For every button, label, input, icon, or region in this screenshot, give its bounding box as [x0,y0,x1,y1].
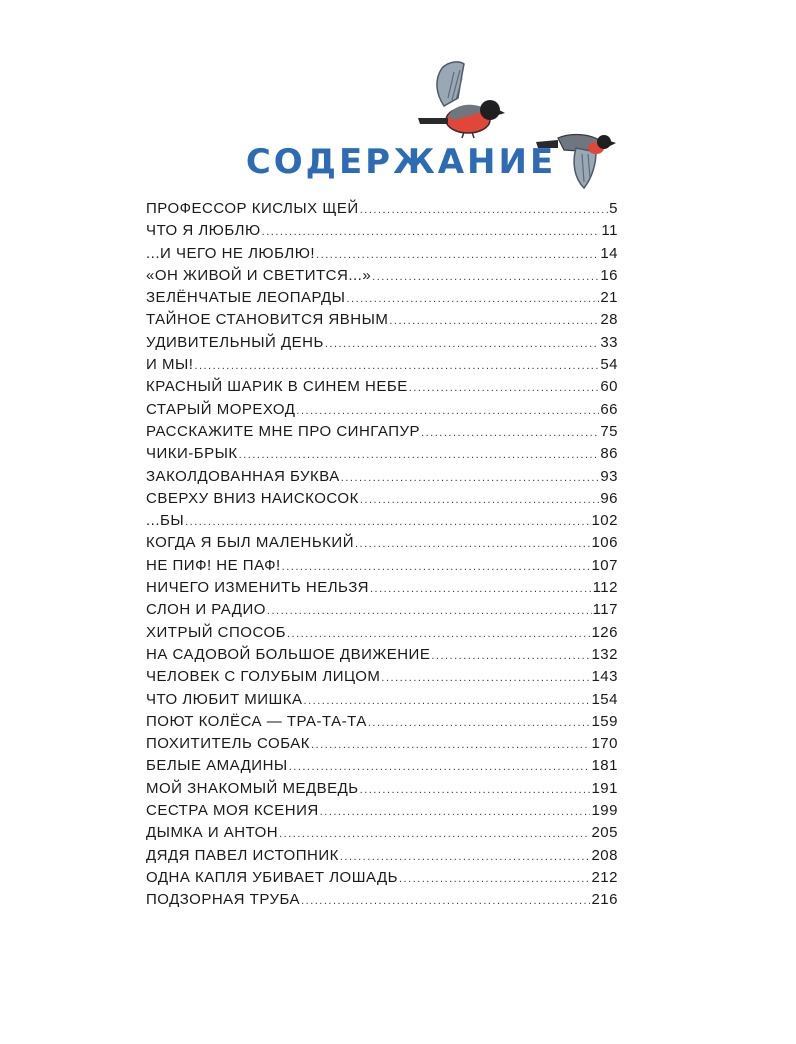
toc-entry-page: 75 [600,422,618,440]
toc-entry [146,421,618,443]
toc-entry [146,822,618,844]
toc-entry [146,845,618,867]
toc-entry [146,443,618,465]
toc-entry [146,644,618,666]
toc-entry-title: ЧЕЛОВЕК С ГОЛУБЫМ ЛИЦОМ [146,668,381,686]
toc-entry-title: КОГДА Я БЫЛ МАЛЕНЬКИЙ [146,534,354,552]
toc-leader-dots [340,846,591,868]
page-title: СОДЕРЖАНИЕ [245,142,557,182]
toc-entry-title: НА САДОВОЙ БОЛЬШОЕ ДВИЖЕНИЕ [146,645,431,663]
toc-entry [146,577,618,599]
toc-entry [146,243,618,265]
toc-entry [146,599,618,621]
toc-leader-dots [409,377,600,399]
toc-entry-title: НИЧЕГО ИЗМЕНИТЬ НЕЛЬЗЯ [146,579,369,597]
toc-entry [146,354,618,376]
toc-leader-dots [360,199,608,221]
toc-entry-page: 126 [591,623,618,641]
toc-entry-title: УДИВИТЕЛЬНЫЙ ДЕНЬ [146,333,324,351]
toc-entry-page: 191 [591,779,618,797]
toc-entry [146,198,618,220]
toc-entry-page: 205 [591,824,618,842]
toc-entry-page: 106 [591,534,618,552]
toc-entry-page: 21 [600,289,618,307]
toc-entry-page: 143 [591,668,618,686]
toc-entry [146,666,618,688]
toc-leader-dots [389,310,599,332]
toc-entry-page: 28 [600,311,618,329]
toc-entry-title: ДЯДЯ ПАВЕЛ ИСТОПНИК [146,846,339,864]
toc-entry-page: 159 [591,712,618,730]
toc-leader-dots [194,355,599,377]
toc-entry-page: 11 [601,222,618,240]
toc-entry-page: 102 [591,512,618,530]
toc-leader-dots [296,400,599,422]
toc-entry-title: СТАРЫЙ МОРЕХОД [146,400,296,418]
toc-entry [146,510,618,532]
toc-leader-dots [346,288,599,310]
toc-entry-page: 14 [600,244,618,262]
toc-entry [146,555,618,577]
toc-entry-title: ЧИКИ-БРЫК [146,445,238,463]
toc-entry [146,466,618,488]
toc-entry-title: ПОДЗОРНАЯ ТРУБА [146,891,301,909]
toc-entry-page: 66 [600,400,618,418]
toc-entry-title: ДЫМКА И АНТОН [146,824,279,842]
toc-entry-page: 181 [591,757,618,775]
toc-entry-page: 86 [600,445,618,463]
toc-entry-title: «ОН ЖИВОЙ И СВЕТИТСЯ...» [146,266,372,284]
toc-entry-title: ПОХИТИТЕЛЬ СОБАК [146,735,310,753]
toc-entry-title: ...БЫ [146,512,185,530]
toc-entry-title: КРАСНЫЙ ШАРИК В СИНЕМ НЕБЕ [146,378,408,396]
toc-leader-dots [262,221,601,243]
toc-leader-dots [289,756,591,778]
toc-entry-page: 112 [592,579,618,597]
toc-leader-dots [320,801,591,823]
toc-entry [146,733,618,755]
toc-entry [146,689,618,711]
toc-entry [146,376,618,398]
toc-leader-dots [421,422,599,444]
toc-entry-page: 5 [609,200,618,217]
toc-entry-title: ХИТРЫЙ СПОСОБ [146,623,286,641]
toc-entry-page: 132 [591,645,618,663]
toc-entry [146,800,618,822]
toc-entry-page: 117 [592,601,618,619]
toc-leader-dots [325,333,599,355]
toc-leader-dots [267,600,592,622]
toc-entry [146,287,618,309]
toc-leader-dots [282,556,591,578]
toc-entry [146,309,618,331]
toc-entry [146,755,618,777]
toc-entry-title: ПОЮТ КОЛЁСА — ТРА-ТА-ТА [146,712,367,730]
toc-entry-title: РАССКАЖИТЕ МНЕ ПРО СИНГАПУР [146,422,421,440]
toc-entry-page: 96 [600,489,618,507]
toc-leader-dots [301,890,590,912]
toc-entry-page: 16 [600,266,618,284]
toc-entry-title: И МЫ! [146,356,194,374]
toc-leader-dots [360,489,599,511]
toc-leader-dots [372,266,599,288]
toc-leader-dots [370,578,592,600]
toc-entry-title: ТАЙНОЕ СТАНОВИТСЯ ЯВНЫМ [146,311,389,329]
toc-leader-dots [355,533,590,555]
toc-entry-page: 54 [600,356,618,374]
toc-entry-page: 216 [591,891,618,909]
toc-entry-title: МОЙ ЗНАКОМЫЙ МЕДВЕДЬ [146,779,359,797]
toc-entry [146,220,618,242]
table-of-contents [146,198,618,912]
toc-leader-dots [185,511,590,533]
toc-entry-title: ...И ЧЕГО НЕ ЛЮБЛЮ! [146,244,316,262]
toc-entry [146,399,618,421]
toc-entry [146,711,618,733]
toc-leader-dots [368,712,591,734]
toc-entry-page: 107 [591,556,618,574]
toc-entry-page: 93 [600,467,618,485]
toc-entry-page: 199 [591,802,618,820]
toc-entry-title: ЗАКОЛДОВАННАЯ БУКВА [146,467,340,485]
bullfinch-icon [414,58,506,140]
toc-entry [146,889,618,911]
toc-entry-title: БЕЛЫЕ АМАДИНЫ [146,757,288,775]
toc-entry-page: 212 [591,868,618,886]
toc-entry [146,332,618,354]
toc-entry-title: ОДНА КАПЛЯ УБИВАЕТ ЛОШАДЬ [146,868,398,886]
toc-entry-page: 170 [591,735,618,753]
toc-entry [146,622,618,644]
toc-entry [146,532,618,554]
toc-entry-page: 208 [591,846,618,864]
toc-leader-dots [399,868,591,890]
toc-leader-dots [381,667,590,689]
toc-leader-dots [239,444,600,466]
toc-entry-title: ПРОФЕССОР КИСЛЫХ ЩЕЙ [146,200,359,217]
toc-leader-dots [431,645,590,667]
toc-leader-dots [316,244,599,266]
toc-entry-title: НЕ ПИФ! НЕ ПАФ! [146,556,281,574]
toc-leader-dots [311,734,591,756]
toc-entry-page: 33 [600,333,618,351]
toc-entry-title: СЕСТРА МОЯ КСЕНИЯ [146,802,319,820]
toc-entry [146,488,618,510]
toc-entry-page: 154 [591,690,618,708]
toc-entry-page: 60 [600,378,618,396]
toc-leader-dots [304,690,591,712]
toc-entry-title: ЧТО ЛЮБИТ МИШКА [146,690,303,708]
toc-leader-dots [360,779,591,801]
toc-entry-title: СЛОН И РАДИО [146,601,266,619]
toc-entry [146,778,618,800]
toc-entry-title: ЗЕЛЁНЧАТЫЕ ЛЕОПАРДЫ [146,289,346,307]
toc-entry [146,265,618,287]
toc-leader-dots [279,823,590,845]
toc-leader-dots [341,467,600,489]
toc-leader-dots [287,623,590,645]
toc-entry-title: ЧТО Я ЛЮБЛЮ [146,222,261,240]
toc-entry-title: СВЕРХУ ВНИЗ НАИСКОСОК [146,489,359,507]
toc-entry [146,867,618,889]
